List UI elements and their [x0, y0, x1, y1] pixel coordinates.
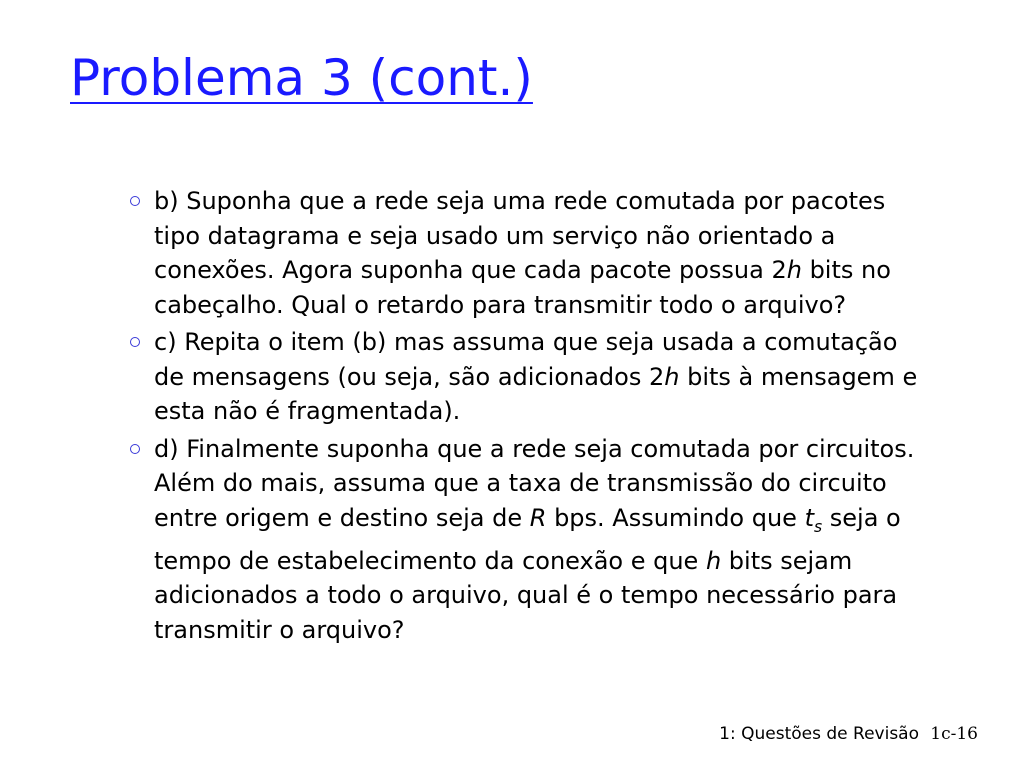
bullet-text-segment: bits à mensagem e esta não é fragmentada). [154, 362, 918, 425]
subscript-s: s [814, 517, 823, 536]
variable-t-subscript [814, 517, 822, 535]
bullet-circle-icon [130, 444, 140, 454]
variable-h: h [786, 256, 802, 284]
variable-h: h [705, 546, 722, 575]
footer-page-number: 1c-16 [930, 724, 978, 744]
variable-h: h [664, 362, 680, 391]
bullet-text-segment: b) Suponha que a rede seja uma rede comutada por pacotes tipo datagrama e seja usado um serviço não orientado a conexões. Agora suponha que cada pacote possua 2 [154, 187, 886, 284]
bullet-text-segment: seja o tempo de estabelecimento da conexão e que [154, 503, 901, 575]
bullet-text [154, 328, 917, 425]
bullet-text [154, 435, 914, 644]
bullet-circle-icon [130, 196, 140, 206]
bullet-text-segment: bits no cabeçalho. Qual o retardo para transmitir todo o arquivo? [154, 256, 891, 319]
bullet-text-segment: bps. Assumindo que [546, 503, 805, 532]
bullet-text-segment: bits sejam adicionados a todo o arquivo, qual é o tempo necessário para transmitir o arquivo? [154, 546, 898, 644]
bullet-list [130, 184, 930, 650]
variable-R: R [529, 503, 547, 532]
bullet-circle-icon [130, 337, 140, 347]
bullet-text-segment: c) Repita o item (b) mas assuma que seja usada a comutação de mensagens (ou seja, são adicionados 2 [154, 328, 898, 391]
bullet-item-c [130, 325, 930, 429]
bullet-text [154, 187, 891, 319]
variable-t: t [804, 503, 814, 532]
bullet-item-d [130, 432, 930, 648]
bullet-text-segment: d) Finalmente suponha que a rede seja comutada por circuitos. Além do mais, assuma que a taxa de transmissão do circuito entre origem e destino seja de [154, 434, 915, 532]
bullet-item-b [130, 184, 930, 322]
slide-title: Problema 3 (cont.) [70, 49, 533, 107]
footer-section: 1: Questões de Revisão [719, 724, 919, 744]
